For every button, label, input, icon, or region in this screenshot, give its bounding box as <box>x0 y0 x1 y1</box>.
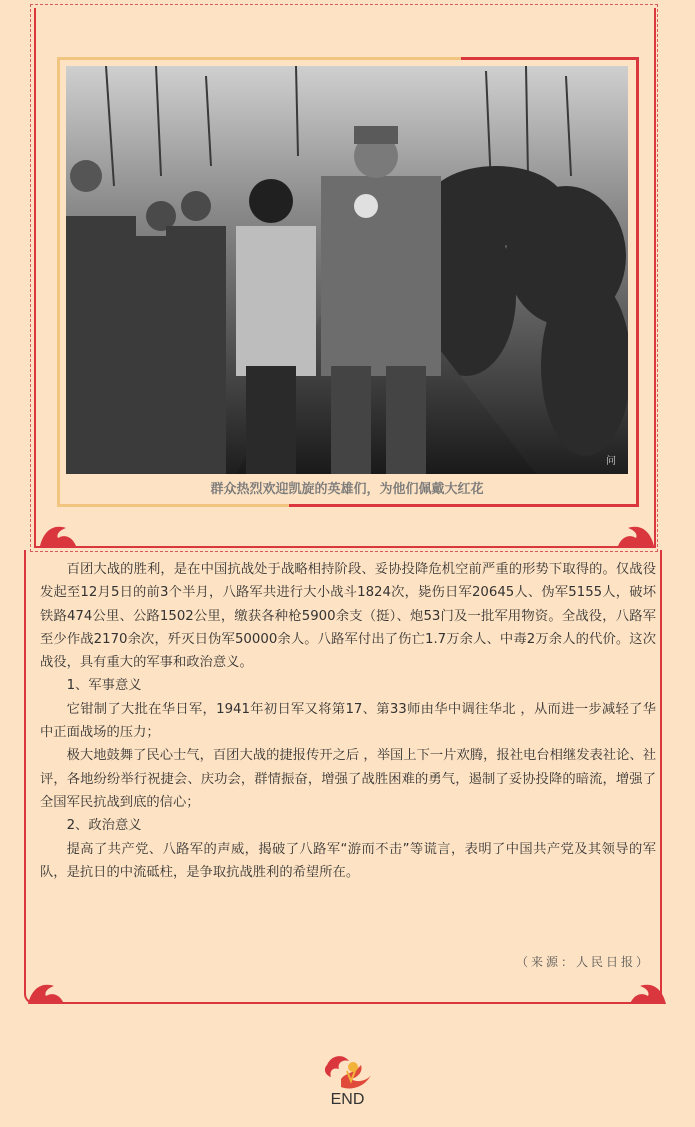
end-logo-icon <box>321 1051 375 1093</box>
corner-cloud-ornament-top-left <box>38 520 78 548</box>
photo-illustration <box>66 66 628 474</box>
photo-caption: 群众热烈欢迎凯旋的英雄们，为他们佩戴大红花 <box>210 482 484 497</box>
photo-frame-gold-left <box>57 57 60 505</box>
photo-frame-gold-top <box>57 57 461 60</box>
photo-corner-mark: 问 <box>606 456 616 467</box>
corner-cloud-ornament-bottom-right <box>628 978 668 1006</box>
article-body <box>40 558 656 884</box>
article-paragraph: 极大地鼓舞了民心士气，百团大战的捷报传开之后 ，举国上下一片欢腾，报社电台相继发表社论、社评，各地纷纷举行祝捷会、庆功会，群情振奋，增强了战胜困难的勇气，遏制了妥协投降的暗流，增强了全国军民抗战到底的信心； <box>40 748 656 810</box>
photo-frame-red-right <box>636 57 639 505</box>
photo-frame-red-top <box>461 57 639 60</box>
corner-cloud-ornament-bottom-left <box>26 978 66 1006</box>
section-heading-military: 1、军事意义 <box>66 678 142 694</box>
photo-frame-red-bottom <box>289 504 639 507</box>
article-paragraph: 提高了共产党、八路军的声威，揭破了八路军“游而不击”等谎言，表明了中国共产党及其领导的军队，是抗日的中流砥柱，是争取抗战胜利的希望所在。 <box>40 841 656 880</box>
corner-cloud-ornament-top-right <box>616 520 656 548</box>
photo-frame-gold-bottom <box>57 504 289 507</box>
article-paragraph: 它钳制了大批在华日军，1941年初日军又将第17、第33师由华中调往华北 ，从而进一步减轻了华中正面战场的压力； <box>40 701 656 741</box>
historical-photo <box>66 66 628 474</box>
article-paragraph: 百团大战的胜利，是在中国抗战处于战略相持阶段、妥协投降危机空前严重的形势下取得的。仅战役发起至12月5日的前3个半月，八路军共进行大小战斗1824次，毙伤日军20645人、伪军5155人，破坏铁路474公里、公路1502公里，缴获各种枪5900余支（挺）、炮53门及一批军用物资。全战役，八路军至少作战2170余次，歼灭日伪军50000余人。八路军付出了伤亡1.7万余人、中毒2万余人的代价。这次战役，具有重大的军事和政治意义。 <box>40 562 656 671</box>
article-source: （来源：人民日报） <box>515 955 651 969</box>
end-label: END <box>330 1091 365 1108</box>
section-heading-political: 2、政治意义 <box>66 818 142 834</box>
